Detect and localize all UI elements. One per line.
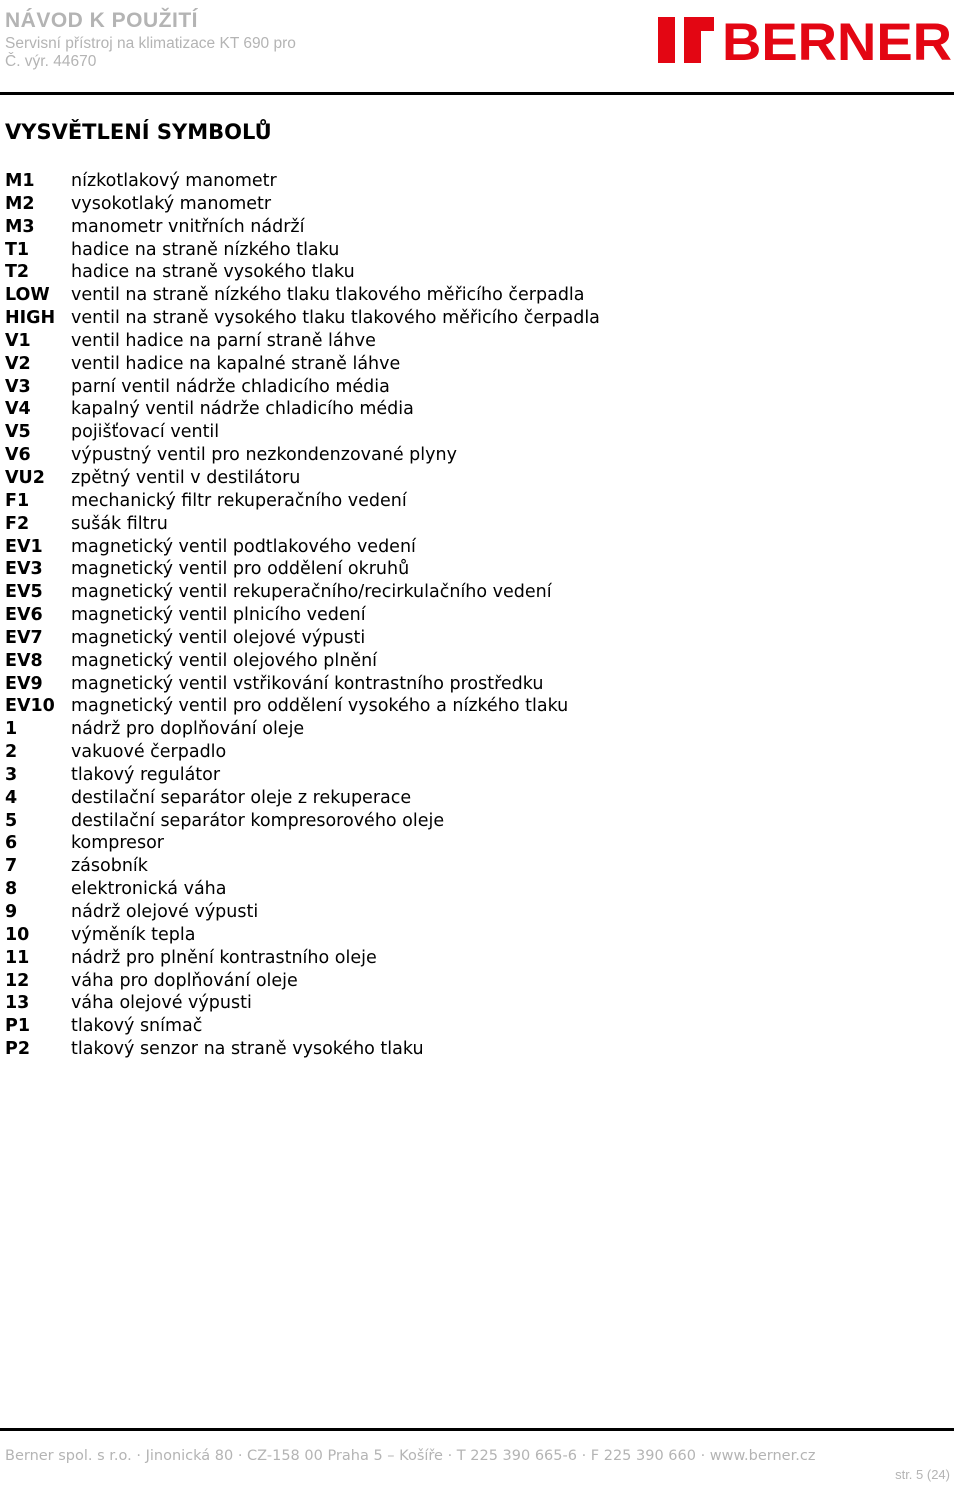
logo-text: BERNER	[722, 17, 952, 63]
page-number: str. 5 (24)	[895, 1467, 950, 1482]
legend-description: elektronická váha	[71, 879, 227, 900]
legend-code: HIGH	[5, 308, 56, 329]
legend-item	[5, 718, 600, 741]
legend-description: ventil hadice na parní straně láhve	[71, 330, 376, 351]
legend-item	[5, 536, 600, 559]
legend-description: výměník tepla	[71, 924, 196, 945]
legend-code: 12	[5, 970, 30, 991]
legend-description: pojišťovací ventil	[71, 422, 220, 443]
legend-item	[5, 513, 600, 536]
legend-item	[5, 490, 600, 513]
legend-code: EV8	[5, 650, 43, 671]
legend-description: zpětný ventil v destilátoru	[71, 467, 301, 488]
legend-item	[5, 924, 600, 947]
legend-code: 9	[5, 902, 18, 922]
legend-description: mechanický filtr rekuperačního vedení	[71, 490, 407, 511]
legend-item	[5, 193, 600, 216]
legend-code: T1	[5, 239, 30, 260]
legend-code: EV9	[5, 673, 43, 694]
berner-logo-icon	[658, 17, 954, 63]
legend-item	[5, 353, 600, 376]
legend-description: hadice na straně nízkého tlaku	[71, 239, 340, 260]
legend-item	[5, 444, 600, 467]
legend-item	[5, 421, 600, 444]
legend-description: kompresor	[71, 833, 164, 854]
legend-description: manometr vnitřních nádrží	[71, 216, 305, 237]
legend-description: vysokotlaký manometr	[71, 193, 272, 214]
legend-code: M3	[5, 216, 35, 237]
legend-item	[5, 992, 600, 1015]
legend-description: nádrž pro plnění kontrastního oleje	[71, 947, 377, 968]
legend-code: V5	[5, 422, 31, 443]
legend-item	[5, 878, 600, 901]
legend-description: magnetický ventil olejového plnění	[71, 650, 378, 671]
legend-description: destilační separátor kompresorového oleje	[71, 810, 445, 831]
symbol-legend	[5, 170, 600, 1061]
legend-item	[5, 673, 600, 696]
legend-code: VU2	[5, 467, 45, 488]
legend-description: výpustný ventil pro nezkondenzované plyny	[71, 445, 457, 466]
legend-description: magnetický ventil olejové výpusti	[71, 627, 366, 648]
footer-divider	[0, 1428, 954, 1431]
legend-item	[5, 467, 600, 490]
header-divider	[0, 92, 954, 95]
document-subtitle: Servisní přístroj na klimatizace KT 690 pro	[5, 35, 296, 52]
legend-item	[5, 307, 600, 330]
page-header	[0, 0, 960, 94]
legend-description: magnetický ventil pro oddělení okruhů	[71, 559, 410, 580]
legend-description: parní ventil nádrže chladicího média	[71, 376, 390, 397]
legend-code: 6	[5, 833, 18, 854]
legend-description: magnetický ventil vstřikování kontrastního prostředku	[71, 673, 544, 694]
legend-code: V2	[5, 353, 31, 374]
legend-code: F1	[5, 490, 30, 511]
legend-item	[5, 170, 600, 193]
legend-code: 11	[5, 947, 30, 968]
legend-code: EV6	[5, 605, 43, 626]
legend-description: ventil na straně nízkého tlaku tlakového měřicího čerpadla	[71, 285, 585, 306]
legend-code: 8	[5, 879, 18, 900]
legend-item	[5, 216, 600, 239]
legend-code: EV7	[5, 627, 43, 648]
legend-description: magnetický ventil plnicího vedení	[71, 605, 366, 626]
legend-code: V1	[5, 330, 31, 351]
footer-address: Berner spol. s r.o. · Jinonická 80 · CZ-158 00 Praha 5 – Košíře · T 225 390 665-6 · F 225 390 660 · www.berner.cz	[5, 1448, 816, 1464]
legend-code: LOW	[5, 285, 50, 306]
legend-code: V4	[5, 399, 31, 420]
legend-description: ventil hadice na kapalné straně láhve	[71, 353, 401, 374]
legend-description: nádrž olejové výpusti	[71, 902, 259, 922]
legend-item	[5, 376, 600, 399]
legend-code: M1	[5, 171, 35, 191]
legend-code: 13	[5, 993, 30, 1014]
legend-item	[5, 239, 600, 262]
legend-code: 4	[5, 787, 18, 808]
legend-item	[5, 284, 600, 307]
legend-item	[5, 787, 600, 810]
legend-code: F2	[5, 513, 30, 534]
berner-logo	[658, 17, 954, 63]
legend-item	[5, 581, 600, 604]
section-title: VYSVĚTLENÍ SYMBOLŮ	[5, 120, 272, 144]
legend-code: V3	[5, 376, 31, 397]
legend-code: EV1	[5, 536, 43, 557]
legend-item	[5, 650, 600, 673]
legend-description: magnetický ventil podtlakového vedení	[71, 536, 416, 557]
legend-code: 7	[5, 856, 18, 877]
legend-description: magnetický ventil pro oddělení vysokého a nízkého tlaku	[71, 696, 569, 717]
legend-item	[5, 398, 600, 421]
legend-item	[5, 855, 600, 878]
document-title: NÁVOD K POUŽITÍ	[5, 9, 199, 32]
legend-description: sušák filtru	[71, 513, 168, 534]
legend-description: váha olejové výpusti	[71, 993, 252, 1014]
legend-item	[5, 330, 600, 353]
legend-description: kapalný ventil nádrže chladicího média	[71, 399, 414, 420]
legend-description: ventil na straně vysokého tlaku tlakového měřicího čerpadla	[71, 308, 600, 329]
legend-item	[5, 901, 600, 924]
legend-item	[5, 604, 600, 627]
legend-code: T2	[5, 262, 30, 283]
legend-code: 2	[5, 742, 18, 763]
legend-description: tlakový snímač	[71, 1016, 203, 1037]
legend-description: nádrž pro doplňování oleje	[71, 719, 305, 740]
legend-item	[5, 970, 600, 993]
legend-description: zásobník	[71, 856, 148, 877]
legend-item	[5, 695, 600, 718]
legend-item	[5, 832, 600, 855]
legend-code: 10	[5, 924, 30, 945]
legend-description: vakuové čerpadlo	[71, 742, 227, 763]
product-number: Č. výr. 44670	[5, 53, 97, 70]
legend-item	[5, 741, 600, 764]
legend-code: 1	[5, 719, 18, 740]
legend-description: tlakový regulátor	[71, 764, 221, 785]
legend-description: destilační separátor oleje z rekuperace	[71, 787, 412, 808]
legend-code: 5	[5, 810, 18, 831]
legend-code: EV3	[5, 559, 43, 580]
legend-item	[5, 1015, 600, 1038]
legend-item	[5, 1038, 600, 1061]
legend-code: V6	[5, 445, 31, 466]
legend-code: EV5	[5, 582, 43, 603]
legend-item	[5, 764, 600, 787]
legend-code: EV10	[5, 696, 55, 717]
legend-item	[5, 558, 600, 581]
legend-code: P1	[5, 1016, 31, 1037]
legend-description: hadice na straně vysokého tlaku	[71, 262, 355, 283]
legend-description: váha pro doplňování oleje	[71, 970, 298, 991]
legend-description: nízkotlakový manometr	[71, 171, 277, 191]
legend-item	[5, 947, 600, 970]
legend-code: M2	[5, 193, 35, 214]
legend-code: 3	[5, 764, 18, 785]
legend-code: P2	[5, 1039, 31, 1060]
legend-description: magnetický ventil rekuperačního/recirkulačního vedení	[71, 582, 552, 603]
legend-description: tlakový senzor na straně vysokého tlaku	[71, 1039, 424, 1060]
legend-item	[5, 627, 600, 650]
legend-item	[5, 810, 600, 833]
legend-item	[5, 261, 600, 284]
